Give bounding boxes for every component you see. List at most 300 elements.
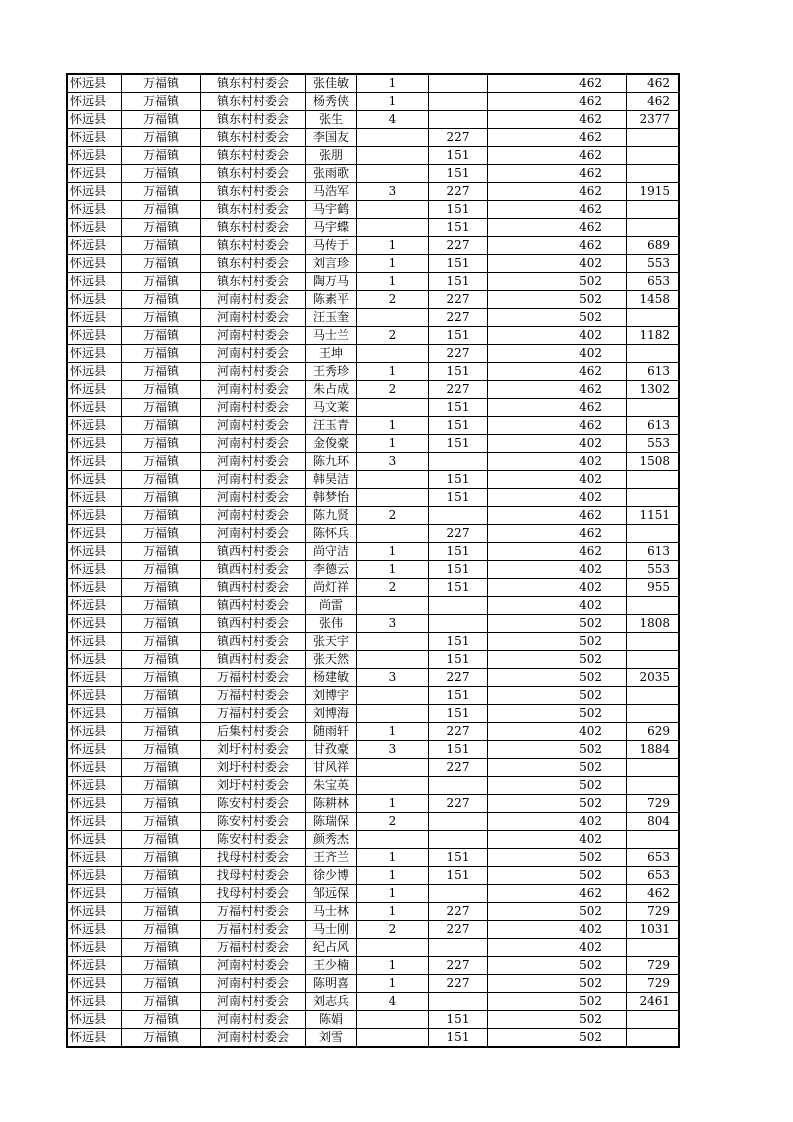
amount-b-cell: 462 <box>488 93 627 111</box>
amount-a-cell: 227 <box>429 291 488 309</box>
total-cell <box>627 1011 680 1029</box>
amount-b-cell: 402 <box>488 453 627 471</box>
name-cell: 陈素平 <box>306 291 357 309</box>
amount-a-cell: 151 <box>429 165 488 183</box>
county-cell: 怀远县 <box>67 471 122 489</box>
count-cell <box>357 345 429 363</box>
amount-b-cell: 502 <box>488 633 627 651</box>
total-cell <box>627 831 680 849</box>
county-cell: 怀远县 <box>67 345 122 363</box>
name-cell: 张朋 <box>306 147 357 165</box>
amount-b-cell: 502 <box>488 1011 627 1029</box>
amount-b-cell: 462 <box>488 381 627 399</box>
county-cell: 怀远县 <box>67 273 122 291</box>
name-cell: 李国友 <box>306 129 357 147</box>
amount-a-cell: 151 <box>429 561 488 579</box>
amount-b-cell: 462 <box>488 237 627 255</box>
county-cell: 怀远县 <box>67 939 122 957</box>
county-cell: 怀远县 <box>67 201 122 219</box>
count-cell: 2 <box>357 381 429 399</box>
village-committee-cell: 陈安村村委会 <box>201 831 306 849</box>
amount-b-cell: 402 <box>488 831 627 849</box>
amount-a-cell: 227 <box>429 723 488 741</box>
county-cell: 怀远县 <box>67 795 122 813</box>
village-committee-cell: 镇东村村委会 <box>201 165 306 183</box>
amount-a-cell: 151 <box>429 849 488 867</box>
total-cell: 955 <box>627 579 680 597</box>
amount-a-cell: 151 <box>429 579 488 597</box>
village-committee-cell: 镇东村村委会 <box>201 237 306 255</box>
amount-a-cell <box>429 615 488 633</box>
table-row <box>67 651 679 669</box>
name-cell: 甘风祥 <box>306 759 357 777</box>
total-cell <box>627 939 680 957</box>
count-cell <box>357 489 429 507</box>
table-row <box>67 975 679 993</box>
table-row <box>67 273 679 291</box>
amount-a-cell: 227 <box>429 381 488 399</box>
village-committee-cell: 镇西村村委会 <box>201 615 306 633</box>
count-cell: 3 <box>357 741 429 759</box>
total-cell <box>627 651 680 669</box>
name-cell: 汪玉奎 <box>306 309 357 327</box>
town-cell: 万福镇 <box>122 111 201 129</box>
county-cell: 怀远县 <box>67 975 122 993</box>
amount-a-cell: 227 <box>429 129 488 147</box>
name-cell: 王秀珍 <box>306 363 357 381</box>
amount-a-cell: 227 <box>429 759 488 777</box>
amount-a-cell <box>429 111 488 129</box>
total-cell: 1302 <box>627 381 680 399</box>
table-row <box>67 435 679 453</box>
table-row <box>67 723 679 741</box>
total-cell: 1182 <box>627 327 680 345</box>
village-committee-cell: 河南村村委会 <box>201 381 306 399</box>
table-row <box>67 93 679 111</box>
village-committee-cell: 镇东村村委会 <box>201 255 306 273</box>
total-cell <box>627 597 680 615</box>
count-cell: 1 <box>357 975 429 993</box>
total-cell <box>627 471 680 489</box>
name-cell: 陈耕林 <box>306 795 357 813</box>
count-cell <box>357 777 429 795</box>
table-row <box>67 291 679 309</box>
amount-a-cell: 227 <box>429 957 488 975</box>
village-committee-cell: 河南村村委会 <box>201 471 306 489</box>
amount-b-cell: 502 <box>488 849 627 867</box>
table-row <box>67 579 679 597</box>
amount-b-cell: 402 <box>488 561 627 579</box>
amount-a-cell: 151 <box>429 867 488 885</box>
town-cell: 万福镇 <box>122 525 201 543</box>
amount-a-cell: 151 <box>429 471 488 489</box>
name-cell: 韩梦怡 <box>306 489 357 507</box>
total-cell: 1151 <box>627 507 680 525</box>
county-cell: 怀远县 <box>67 291 122 309</box>
table-row <box>67 201 679 219</box>
town-cell: 万福镇 <box>122 291 201 309</box>
amount-b-cell: 502 <box>488 651 627 669</box>
amount-b-cell: 462 <box>488 363 627 381</box>
count-cell: 1 <box>357 957 429 975</box>
town-cell: 万福镇 <box>122 975 201 993</box>
county-cell: 怀远县 <box>67 903 122 921</box>
amount-b-cell: 502 <box>488 1029 627 1048</box>
county-cell: 怀远县 <box>67 74 122 93</box>
name-cell: 尚雷 <box>306 597 357 615</box>
name-cell: 随雨轩 <box>306 723 357 741</box>
county-cell: 怀远县 <box>67 183 122 201</box>
table-row <box>67 309 679 327</box>
village-committee-cell: 河南村村委会 <box>201 957 306 975</box>
amount-a-cell: 151 <box>429 201 488 219</box>
name-cell: 张天然 <box>306 651 357 669</box>
amount-a-cell: 151 <box>429 147 488 165</box>
county-cell: 怀远县 <box>67 597 122 615</box>
name-cell: 邹远保 <box>306 885 357 903</box>
count-cell: 1 <box>357 435 429 453</box>
town-cell: 万福镇 <box>122 957 201 975</box>
name-cell: 甘孜豪 <box>306 741 357 759</box>
count-cell <box>357 525 429 543</box>
village-committee-cell: 万福村村委会 <box>201 687 306 705</box>
town-cell: 万福镇 <box>122 489 201 507</box>
name-cell: 杨秀侠 <box>306 93 357 111</box>
table-row <box>67 111 679 129</box>
total-cell <box>627 147 680 165</box>
name-cell: 刘志兵 <box>306 993 357 1011</box>
name-cell: 陶万马 <box>306 273 357 291</box>
amount-a-cell: 227 <box>429 921 488 939</box>
amount-a-cell <box>429 885 488 903</box>
village-committee-cell: 河南村村委会 <box>201 399 306 417</box>
village-committee-cell: 镇西村村委会 <box>201 543 306 561</box>
table-row <box>67 471 679 489</box>
amount-b-cell: 402 <box>488 327 627 345</box>
amount-a-cell <box>429 813 488 831</box>
amount-b-cell: 462 <box>488 111 627 129</box>
village-committee-cell: 镇东村村委会 <box>201 273 306 291</box>
amount-b-cell: 402 <box>488 489 627 507</box>
town-cell: 万福镇 <box>122 129 201 147</box>
town-cell: 万福镇 <box>122 1029 201 1048</box>
table-row <box>67 633 679 651</box>
count-cell: 2 <box>357 507 429 525</box>
total-cell: 2377 <box>627 111 680 129</box>
town-cell: 万福镇 <box>122 453 201 471</box>
name-cell: 汪玉青 <box>306 417 357 435</box>
name-cell: 尚守洁 <box>306 543 357 561</box>
table-row <box>67 669 679 687</box>
amount-b-cell: 402 <box>488 723 627 741</box>
amount-b-cell: 462 <box>488 417 627 435</box>
county-cell: 怀远县 <box>67 741 122 759</box>
name-cell: 纪占风 <box>306 939 357 957</box>
amount-b-cell: 462 <box>488 399 627 417</box>
total-cell: 462 <box>627 93 680 111</box>
amount-b-cell: 462 <box>488 201 627 219</box>
table-row <box>67 957 679 975</box>
village-committee-cell: 万福村村委会 <box>201 705 306 723</box>
count-cell: 4 <box>357 111 429 129</box>
name-cell: 马士刚 <box>306 921 357 939</box>
county-cell: 怀远县 <box>67 867 122 885</box>
town-cell: 万福镇 <box>122 615 201 633</box>
name-cell: 王坤 <box>306 345 357 363</box>
table-row <box>67 885 679 903</box>
amount-b-cell: 462 <box>488 183 627 201</box>
count-cell <box>357 831 429 849</box>
count-cell: 2 <box>357 291 429 309</box>
county-cell: 怀远县 <box>67 651 122 669</box>
total-cell <box>627 489 680 507</box>
amount-b-cell: 502 <box>488 777 627 795</box>
amount-a-cell: 151 <box>429 651 488 669</box>
amount-a-cell: 151 <box>429 363 488 381</box>
count-cell <box>357 687 429 705</box>
county-cell: 怀远县 <box>67 435 122 453</box>
table-row <box>67 759 679 777</box>
village-committee-cell: 后集村村委会 <box>201 723 306 741</box>
total-cell: 1915 <box>627 183 680 201</box>
count-cell: 3 <box>357 615 429 633</box>
total-cell <box>627 399 680 417</box>
village-committee-cell: 河南村村委会 <box>201 453 306 471</box>
name-cell: 马宇蝶 <box>306 219 357 237</box>
county-cell: 怀远县 <box>67 489 122 507</box>
amount-a-cell: 151 <box>429 543 488 561</box>
total-cell: 613 <box>627 417 680 435</box>
village-committee-cell: 河南村村委会 <box>201 975 306 993</box>
amount-a-cell: 227 <box>429 795 488 813</box>
total-cell: 613 <box>627 363 680 381</box>
county-cell: 怀远县 <box>67 669 122 687</box>
count-cell: 1 <box>357 93 429 111</box>
county-cell: 怀远县 <box>67 633 122 651</box>
count-cell <box>357 399 429 417</box>
town-cell: 万福镇 <box>122 165 201 183</box>
count-cell: 3 <box>357 183 429 201</box>
town-cell: 万福镇 <box>122 435 201 453</box>
county-cell: 怀远县 <box>67 327 122 345</box>
count-cell <box>357 1011 429 1029</box>
table-row <box>67 74 679 93</box>
count-cell <box>357 471 429 489</box>
amount-b-cell: 402 <box>488 471 627 489</box>
amount-b-cell: 502 <box>488 669 627 687</box>
count-cell: 1 <box>357 885 429 903</box>
count-cell: 1 <box>357 363 429 381</box>
amount-a-cell: 151 <box>429 687 488 705</box>
count-cell: 1 <box>357 561 429 579</box>
total-cell: 729 <box>627 795 680 813</box>
town-cell: 万福镇 <box>122 597 201 615</box>
amount-b-cell: 502 <box>488 867 627 885</box>
name-cell: 张佳敏 <box>306 74 357 93</box>
total-cell: 729 <box>627 903 680 921</box>
town-cell: 万福镇 <box>122 759 201 777</box>
amount-b-cell: 502 <box>488 291 627 309</box>
amount-a-cell: 227 <box>429 903 488 921</box>
county-cell: 怀远县 <box>67 687 122 705</box>
town-cell: 万福镇 <box>122 471 201 489</box>
name-cell: 陈怀兵 <box>306 525 357 543</box>
village-committee-cell: 河南村村委会 <box>201 525 306 543</box>
total-cell <box>627 165 680 183</box>
table-row <box>67 795 679 813</box>
town-cell: 万福镇 <box>122 327 201 345</box>
county-cell: 怀远县 <box>67 579 122 597</box>
amount-a-cell: 227 <box>429 183 488 201</box>
county-cell: 怀远县 <box>67 831 122 849</box>
county-cell: 怀远县 <box>67 1011 122 1029</box>
amount-a-cell: 151 <box>429 255 488 273</box>
town-cell: 万福镇 <box>122 705 201 723</box>
table-row <box>67 255 679 273</box>
village-committee-cell: 万福村村委会 <box>201 939 306 957</box>
amount-b-cell: 502 <box>488 741 627 759</box>
count-cell <box>357 651 429 669</box>
count-cell: 3 <box>357 453 429 471</box>
county-cell: 怀远县 <box>67 723 122 741</box>
count-cell: 2 <box>357 327 429 345</box>
count-cell: 2 <box>357 813 429 831</box>
town-cell: 万福镇 <box>122 309 201 327</box>
village-committee-cell: 万福村村委会 <box>201 669 306 687</box>
table-row <box>67 165 679 183</box>
table-row <box>67 741 679 759</box>
name-cell: 张伟 <box>306 615 357 633</box>
table-row <box>67 597 679 615</box>
amount-b-cell: 462 <box>488 219 627 237</box>
amount-a-cell: 227 <box>429 237 488 255</box>
count-cell <box>357 129 429 147</box>
county-cell: 怀远县 <box>67 147 122 165</box>
total-cell: 804 <box>627 813 680 831</box>
town-cell: 万福镇 <box>122 273 201 291</box>
village-committee-cell: 镇东村村委会 <box>201 93 306 111</box>
name-cell: 马浩军 <box>306 183 357 201</box>
county-cell: 怀远县 <box>67 885 122 903</box>
name-cell: 朱宝英 <box>306 777 357 795</box>
amount-b-cell: 502 <box>488 309 627 327</box>
amount-a-cell: 151 <box>429 741 488 759</box>
table-row <box>67 921 679 939</box>
count-cell: 1 <box>357 867 429 885</box>
village-committee-cell: 河南村村委会 <box>201 1029 306 1048</box>
total-cell: 462 <box>627 74 680 93</box>
amount-a-cell <box>429 939 488 957</box>
amount-a-cell: 151 <box>429 1011 488 1029</box>
town-cell: 万福镇 <box>122 147 201 165</box>
county-cell: 怀远县 <box>67 1029 122 1048</box>
town-cell: 万福镇 <box>122 723 201 741</box>
amount-b-cell: 402 <box>488 597 627 615</box>
town-cell: 万福镇 <box>122 831 201 849</box>
table-row <box>67 399 679 417</box>
amount-a-cell <box>429 597 488 615</box>
total-cell: 629 <box>627 723 680 741</box>
count-cell: 1 <box>357 543 429 561</box>
town-cell: 万福镇 <box>122 633 201 651</box>
amount-b-cell: 462 <box>488 507 627 525</box>
village-committee-cell: 河南村村委会 <box>201 993 306 1011</box>
total-cell: 553 <box>627 435 680 453</box>
village-committee-cell: 镇西村村委会 <box>201 561 306 579</box>
table-row <box>67 507 679 525</box>
county-cell: 怀远县 <box>67 417 122 435</box>
village-committee-cell: 万福村村委会 <box>201 903 306 921</box>
county-cell: 怀远县 <box>67 363 122 381</box>
amount-a-cell <box>429 453 488 471</box>
town-cell: 万福镇 <box>122 543 201 561</box>
town-cell: 万福镇 <box>122 237 201 255</box>
town-cell: 万福镇 <box>122 363 201 381</box>
county-cell: 怀远县 <box>67 309 122 327</box>
count-cell: 2 <box>357 921 429 939</box>
name-cell: 朱占成 <box>306 381 357 399</box>
village-committee-cell: 河南村村委会 <box>201 507 306 525</box>
village-committee-cell: 镇西村村委会 <box>201 579 306 597</box>
amount-b-cell: 502 <box>488 687 627 705</box>
town-cell: 万福镇 <box>122 561 201 579</box>
village-committee-cell: 河南村村委会 <box>201 489 306 507</box>
county-cell: 怀远县 <box>67 111 122 129</box>
table-row <box>67 129 679 147</box>
count-cell: 3 <box>357 669 429 687</box>
count-cell <box>357 633 429 651</box>
town-cell: 万福镇 <box>122 201 201 219</box>
village-committee-cell: 陈安村村委会 <box>201 813 306 831</box>
data-table <box>66 73 680 1048</box>
table-row <box>67 327 679 345</box>
town-cell: 万福镇 <box>122 777 201 795</box>
amount-a-cell: 151 <box>429 327 488 345</box>
amount-a-cell <box>429 993 488 1011</box>
town-cell: 万福镇 <box>122 813 201 831</box>
county-cell: 怀远县 <box>67 957 122 975</box>
table-row <box>67 813 679 831</box>
name-cell: 马士林 <box>306 903 357 921</box>
amount-b-cell: 502 <box>488 957 627 975</box>
name-cell: 陈瑞保 <box>306 813 357 831</box>
name-cell: 陈九贤 <box>306 507 357 525</box>
name-cell: 陈娟 <box>306 1011 357 1029</box>
town-cell: 万福镇 <box>122 399 201 417</box>
total-cell <box>627 687 680 705</box>
table-row <box>67 831 679 849</box>
count-cell <box>357 147 429 165</box>
total-cell <box>627 345 680 363</box>
village-committee-cell: 镇东村村委会 <box>201 147 306 165</box>
count-cell: 1 <box>357 417 429 435</box>
amount-b-cell: 402 <box>488 939 627 957</box>
town-cell: 万福镇 <box>122 867 201 885</box>
total-cell <box>627 309 680 327</box>
amount-a-cell <box>429 507 488 525</box>
village-committee-cell: 镇东村村委会 <box>201 219 306 237</box>
total-cell: 462 <box>627 885 680 903</box>
amount-b-cell: 462 <box>488 543 627 561</box>
name-cell: 马传于 <box>306 237 357 255</box>
county-cell: 怀远县 <box>67 615 122 633</box>
town-cell: 万福镇 <box>122 849 201 867</box>
name-cell: 杨建敏 <box>306 669 357 687</box>
total-cell: 1458 <box>627 291 680 309</box>
total-cell <box>627 633 680 651</box>
county-cell: 怀远县 <box>67 219 122 237</box>
name-cell: 王少楠 <box>306 957 357 975</box>
